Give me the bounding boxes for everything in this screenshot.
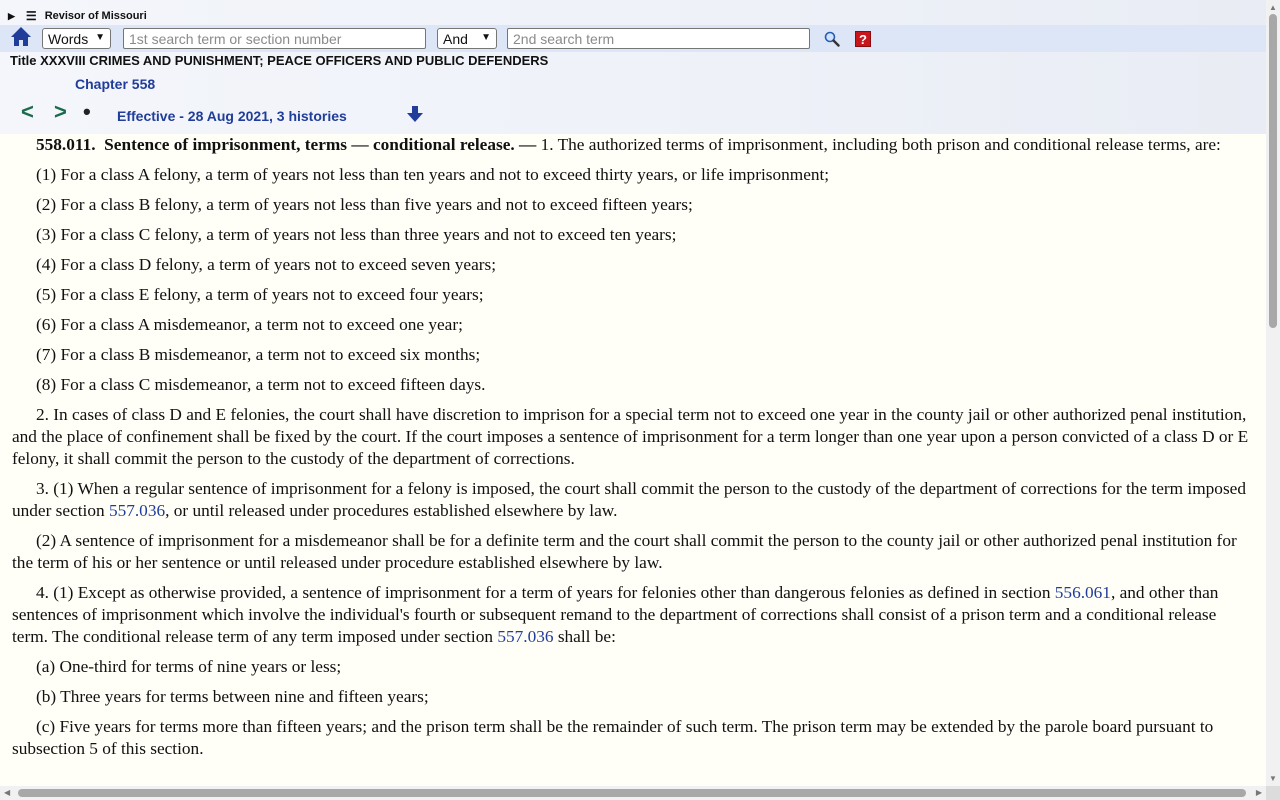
previous-section-button[interactable]: <: [21, 99, 34, 124]
home-icon[interactable]: [10, 25, 32, 49]
para4-1-text-mid: , and other than sentences of imprisonment which involve the individual's fourth or subsequent remand to the department of corrections shall consist of a prison term and a conditional release term. The conditional release term of any term imposed under section: [12, 583, 1219, 646]
next-section-button[interactable]: >: [54, 99, 67, 124]
paragraph-2: 2. In cases of class D and E felonies, the court shall have discretion to imprison for a special term not to exceed one year in the county jail or other authorized penal institution, and the place of confinement shall be fixed by the court. If the court imposes a sentence of imprisonment for a term longer than one year upon a person convicted of a class D or E felony, it shall commit the person to the custody of the department of corrections.: [12, 405, 1249, 468]
section-number: 558.011.: [36, 135, 96, 154]
help-icon[interactable]: [855, 31, 871, 47]
horizontal-scrollbar[interactable]: [0, 786, 1266, 800]
paragraph-4-1: [12, 582, 1252, 648]
paragraph-3-2: (2) A sentence of imprisonment for a misdemeanor shall be for a definite term and the court shall commit the person to the county jail or other authorized penal institution for the term of his or her sentence or until released under procedure established elsewhere by law.: [12, 531, 1237, 572]
help-label: ?: [859, 31, 867, 47]
search-bar: [0, 25, 1266, 52]
list-item: (7) For a class B misdemeanor, a term not to exceed six months;: [36, 345, 481, 364]
list-item: (4) For a class D felony, a term of years not to exceed seven years;: [36, 255, 497, 274]
para3-1-text: 3. (1) When a regular sentence of imprisonment for a felony is imposed, the court shall commit the person to the custody of the department of corrections for the term imposed under section: [12, 479, 1246, 520]
paragraph-4-c: (c) Five years for terms more than fifteen years; and the prison term shall be the remainder of such term. The prison term may be extended by the parole board pursuant to subsection 5 of this section.: [12, 717, 1214, 758]
section-link-556-061[interactable]: 556.061: [1054, 583, 1111, 602]
expand-triangle-icon[interactable]: ▶: [8, 10, 15, 21]
header: [0, 0, 1266, 134]
title-line: Title XXXVIII CRIMES AND PUNISHMENT; PEACE OFFICERS AND PUBLIC DEFENDERS: [10, 53, 549, 68]
heading-dash: —: [519, 135, 537, 154]
second-search-input[interactable]: [507, 28, 810, 49]
scroll-up-arrow-icon[interactable]: ▲: [1269, 3, 1277, 12]
search-mode-select[interactable]: [42, 28, 111, 49]
list-item: (1) For a class A felony, a term of years not less than ten years and not to exceed thirty years, or life imprisonment;: [36, 165, 830, 184]
section-link-557-036[interactable]: 557.036: [108, 501, 166, 520]
section-link-557-036[interactable]: 557.036: [497, 627, 554, 646]
second-search-placeholder: 2nd search term: [513, 30, 615, 47]
para4-1-text: 4. (1) Except as otherwise provided, a sentence of imprisonment for a term of years for felonies other than dangerous felonies as defined in section: [36, 583, 1055, 602]
scroll-right-arrow-icon[interactable]: ▶: [1255, 788, 1262, 797]
paragraph-4-a: (a) One-third for terms of nine years or less;: [36, 657, 342, 676]
para4-1-text-end: shall be:: [553, 627, 616, 646]
para3-1-text-end: , or until released under procedures established elsewhere by law.: [165, 501, 618, 520]
menu-icon[interactable]: ☰: [25, 9, 37, 23]
scroll-down-arrow-icon[interactable]: ▼: [1269, 774, 1277, 783]
chevron-down-icon: ▼: [481, 32, 491, 43]
paragraph-3-1: [12, 478, 1252, 522]
first-search-input[interactable]: [123, 28, 426, 49]
paragraph-4-b: (b) Three years for terms between nine and fifteen years;: [36, 687, 429, 706]
section-heading: Sentence of imprisonment, terms — conditional release.: [104, 135, 515, 154]
scroll-left-arrow-icon[interactable]: ◀: [4, 788, 11, 797]
current-section-dot[interactable]: •: [83, 99, 91, 124]
list-item: (5) For a class E felony, a term of years not to exceed four years;: [36, 285, 484, 304]
search-operator-value: And: [443, 30, 468, 47]
section-text: [12, 134, 1252, 768]
chapter-link[interactable]: Chapter 558: [75, 76, 156, 92]
list-item: (8) For a class C misdemeanor, a term not to exceed fifteen days.: [36, 375, 486, 394]
list-item: (2) For a class B felony, a term of years not less than five years and not to exceed fifteen years;: [36, 195, 693, 214]
search-mode-value: Words: [48, 30, 89, 47]
chevron-down-icon: ▼: [95, 32, 105, 43]
intro-text: 1. The authorized terms of imprisonment, including both prison and conditional release terms, are:: [540, 135, 1221, 154]
horizontal-scroll-thumb[interactable]: [18, 789, 1246, 797]
list-item: (6) For a class A misdemeanor, a term not to exceed one year;: [36, 315, 463, 334]
list-item: (3) For a class C felony, a term of years not less than three years and not to exceed ten years;: [36, 225, 677, 244]
first-search-placeholder: 1st search term or section number: [129, 30, 342, 47]
vertical-scrollbar[interactable]: [1266, 0, 1280, 786]
effective-histories-link[interactable]: Effective - 28 Aug 2021, 3 histories: [117, 108, 347, 124]
search-operator-select[interactable]: [437, 28, 497, 49]
section-intro: [12, 134, 1252, 156]
site-bar: [8, 8, 147, 24]
site-name[interactable]: Revisor of Missouri: [44, 10, 147, 22]
vertical-scroll-thumb[interactable]: [1269, 14, 1277, 328]
scrollbar-corner: [1266, 786, 1280, 800]
arrow-down-icon[interactable]: [406, 105, 424, 123]
search-icon[interactable]: [824, 31, 840, 47]
